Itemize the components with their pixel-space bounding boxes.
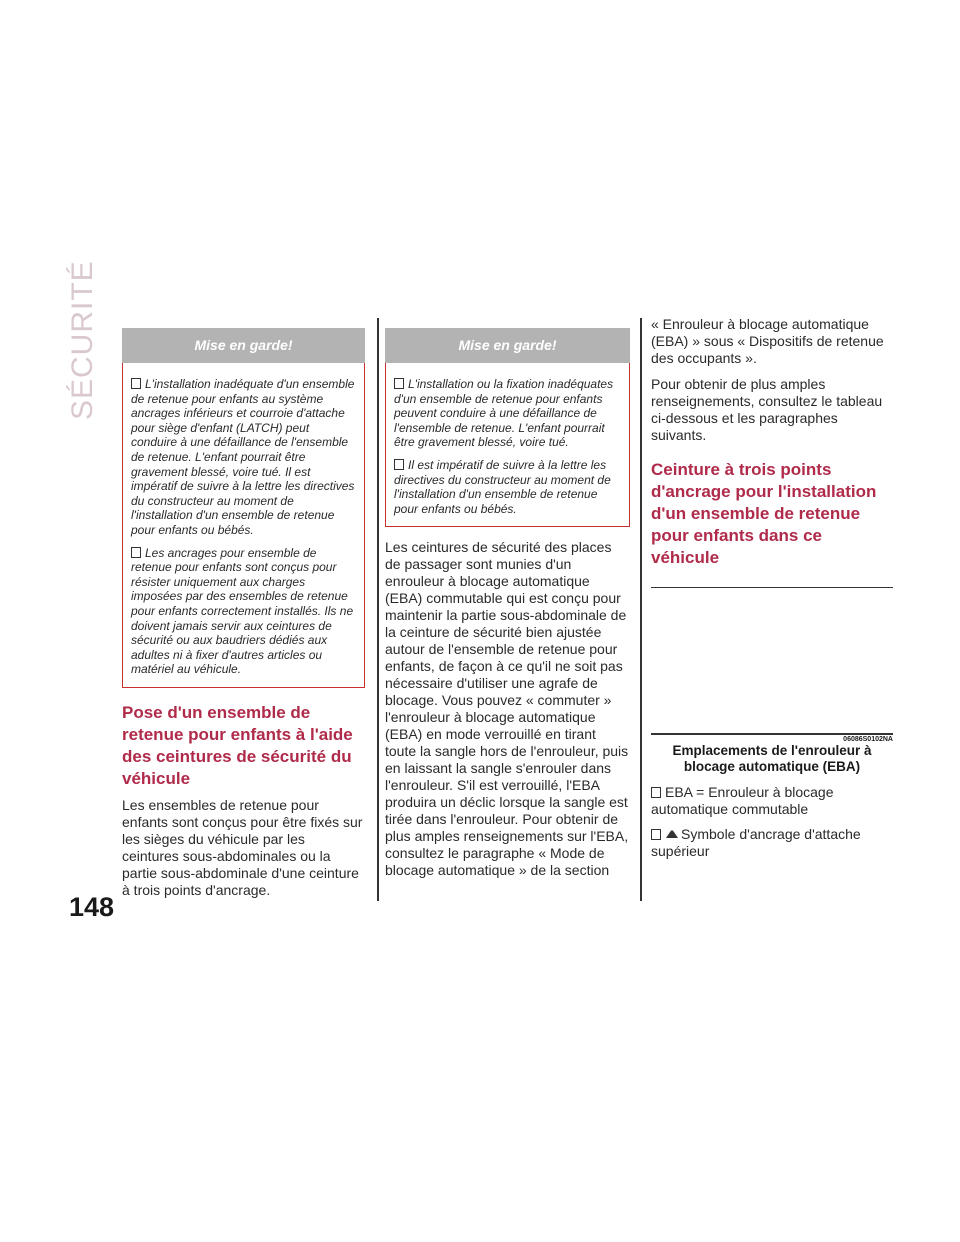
column-1 bbox=[122, 328, 365, 899]
warning-item: Les ancrages pour ensemble de retenue pour enfants sont conçus pour résister uniquement aux charges imposées par des ensembles de retenue pour enfants correctement installés. Ils ne doivent jamais servir aux ceintures de sécurité ou aux baudriers dédiés aux adultes ni à fixer d'autres articles ou matériel au véhicule. bbox=[131, 545, 354, 677]
warning-block bbox=[122, 328, 365, 688]
warning-header: Mise en garde! bbox=[385, 328, 630, 363]
section-title: Ceinture à trois points d'ancrage pour l'installation d'un ensemble de retenue pour enfants dans ce véhicule bbox=[651, 460, 877, 567]
column-divider-1 bbox=[377, 318, 379, 901]
body-paragraph: « Enrouleur à blocage automatique (EBA) » sous « Dispositifs de retenue des occupants ». bbox=[651, 316, 884, 366]
warning-item: Il est impératif de suivre à la lettre les directives du constructeur au moment de l'installation d'un ensemble de retenue pour enfants ou bébés. bbox=[394, 457, 611, 516]
warning-header: Mise en garde! bbox=[122, 328, 365, 363]
checkbox-bullet-icon bbox=[651, 787, 661, 798]
column-2 bbox=[385, 328, 630, 879]
column-divider-2 bbox=[640, 318, 642, 901]
section-title: Pose d'un ensemble de retenue pour enfants à l'aide des ceintures de sécurité du véhicule bbox=[122, 702, 353, 788]
column-3 bbox=[651, 316, 893, 860]
checkbox-bullet-icon bbox=[131, 547, 141, 558]
body-paragraph: Pour obtenir de plus amples renseignements, consultez le tableau ci-dessous et les paragraphes suivants. bbox=[651, 376, 883, 443]
body-paragraph: Les ceintures de sécurité des places de passager sont munies d'un enrouleur à blocage automatique (EBA) commutable qui est conçu pour maintenir la partie sous-abdominale de la ceinture de sécurité bien ajustée autour de l'ensemble de retenue pour enfants, de façon à ce qu'il ne soit pas nécessaire d'utiliser une agrafe de blocage. Vous pouvez « commuter » l'enrouleur à blocage automatique (EBA) en mode verrouillé en tirant toute la sangle hors de l'enrouleur, puis en laissant la sangle s'enrouler dans l'enrouleur. S'il est verrouillé, l'EBA produira un déclic lorsque la sangle est tirée dans l'enrouleur. Pour obtenir de plus amples renseignements sur l'EBA, consultez le paragraphe « Mode de blocage automatique » de la section bbox=[385, 539, 629, 879]
warning-block bbox=[385, 328, 630, 527]
figure-image bbox=[651, 587, 893, 735]
checkbox-bullet-icon bbox=[394, 378, 404, 389]
warning-item: L'installation ou la fixation inadéquates d'un ensemble de retenue pour enfants peuvent conduire à une défaillance de l'ensemble de retenue. L'enfant pourrait être gravement blessé, voire tué. bbox=[394, 377, 614, 450]
checkbox-bullet-icon bbox=[131, 378, 141, 389]
page-number: 148 bbox=[69, 892, 115, 922]
section-side-tab: SÉCURITÉ bbox=[66, 260, 99, 420]
body-paragraph: Les ensembles de retenue pour enfants sont conçus pour être fixés sur les sièges du véhicule par les ceintures sous-abdominales ou la partie sous-abdominale d'une ceinture à trois points d'ancrage. bbox=[122, 796, 363, 898]
warning-item: L'installation inadéquate d'un ensemble de retenue pour enfants au système ancrages inférieurs et courroie d'attache pour siège d'enfant (LATCH) peut conduire à une défaillance de l'ensemble de retenue. L'enfant pourrait être gravement blessé, voire tué. Il est impératif de suivre à la lettre les directives du constructeur au moment de l'installation d'un ensemble de retenue pour enfants ou bébés. bbox=[131, 377, 355, 537]
figure-code: 06086S0102NA bbox=[843, 736, 893, 743]
legend-item: EBA = Enrouleur à blocage automatique commutable bbox=[651, 784, 834, 817]
warning-body bbox=[385, 363, 630, 527]
warning-body bbox=[122, 363, 365, 688]
tether-anchor-icon bbox=[665, 826, 679, 835]
legend-item: Symbole d'ancrage d'attache supérieur bbox=[651, 826, 861, 859]
checkbox-bullet-icon bbox=[394, 459, 404, 470]
figure-caption: Emplacements de l'enrouleur à blocage automatique (EBA) bbox=[672, 743, 872, 774]
checkbox-bullet-icon bbox=[651, 829, 661, 840]
